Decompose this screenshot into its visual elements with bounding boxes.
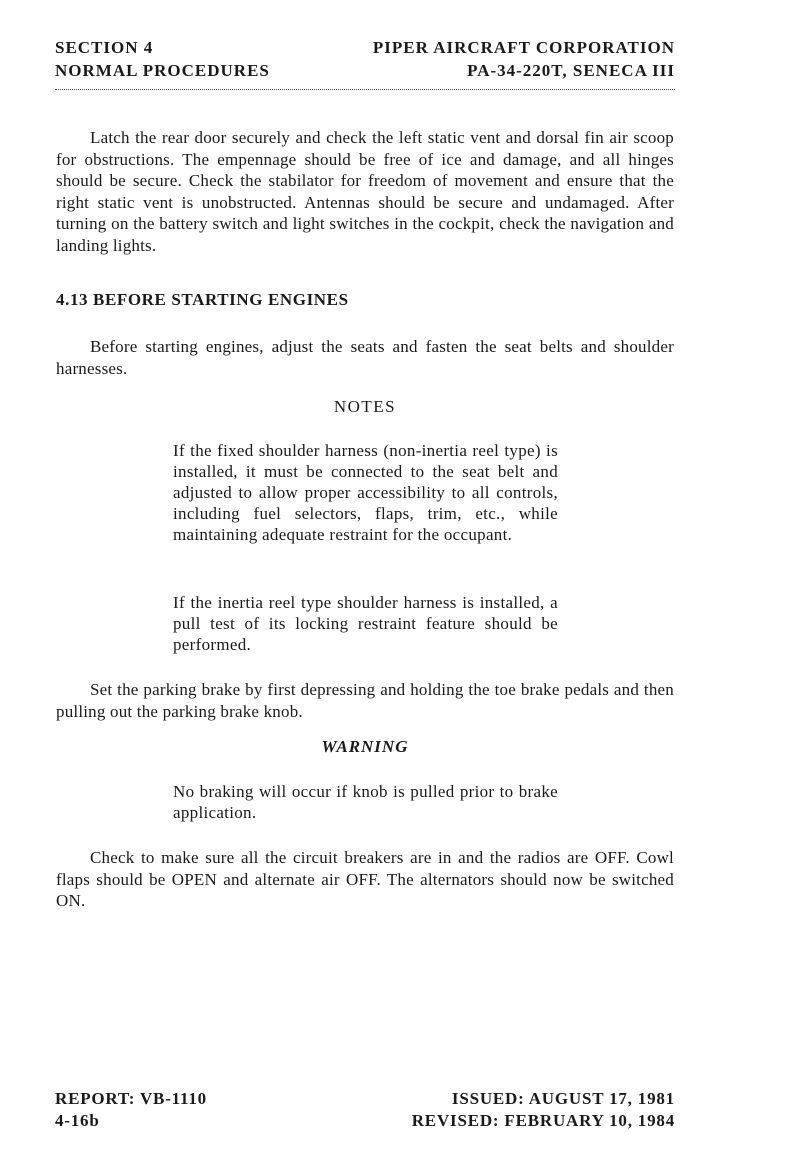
report-number: REPORT: VB-1110 [55, 1089, 207, 1108]
revised-date: REVISED: FEBRUARY 10, 1984 [411, 1111, 675, 1130]
paragraph-parking-brake: Set the parking brake by first depressing and holding the toe brake pedals and then pulling out the parking brake knob. [56, 680, 674, 721]
aircraft-model: PA-34-220T, SENECA III [467, 61, 675, 80]
note-fixed-harness: If the fixed shoulder harness (non-inertia reel type) is installed, it must be connected to the seat belt and adjusted to allow proper accessibility to all controls, including fuel selectors, flaps, trim, etc., while maintaining adequate restraint for the occupant. [173, 441, 558, 544]
issued-date: ISSUED: AUGUST 17, 1981 [451, 1089, 675, 1108]
footer-left [55, 1088, 207, 1132]
notes-title: NOTES [333, 397, 397, 416]
section-heading: 4.13 BEFORE STARTING ENGINES [56, 290, 349, 309]
header-left [55, 36, 270, 82]
paragraph-seats: Before starting engines, adjust the seats and fasten the seat belts and shoulder harnesses. [56, 337, 674, 378]
header-right [373, 36, 675, 82]
page-number: 4-16b [55, 1111, 100, 1130]
warning-title: WARNING [321, 737, 409, 756]
footer-right [412, 1088, 675, 1132]
paragraph-circuit-breakers: Check to make sure all the circuit breakers are in and the radios are OFF. Cowl flaps should be OPEN and alternate air OFF. The alternators should now be switched ON. [56, 848, 674, 910]
header-divider [55, 89, 675, 90]
section-number: SECTION 4 [55, 38, 154, 57]
warning-text: No braking will occur if knob is pulled prior to brake application. [173, 782, 558, 822]
note-inertia-harness: If the inertia reel type shoulder harness is installed, a pull test of its locking restraint feature should be performed. [173, 593, 558, 654]
company-name: PIPER AIRCRAFT CORPORATION [372, 38, 675, 57]
section-title: NORMAL PROCEDURES [55, 61, 270, 80]
paragraph-exterior-check: Latch the rear door securely and check the left static vent and dorsal fin air scoop for obstructions. The empennage should be free of ice and damage, and all hinges should be secure. Check the stabilator for freedom of movement and ensure that the right static vent is unobstructed. Antennas should be secure and undamaged. After turning on the battery switch and light switches in the cockpit, check the navigation and landing lights. [56, 128, 674, 255]
